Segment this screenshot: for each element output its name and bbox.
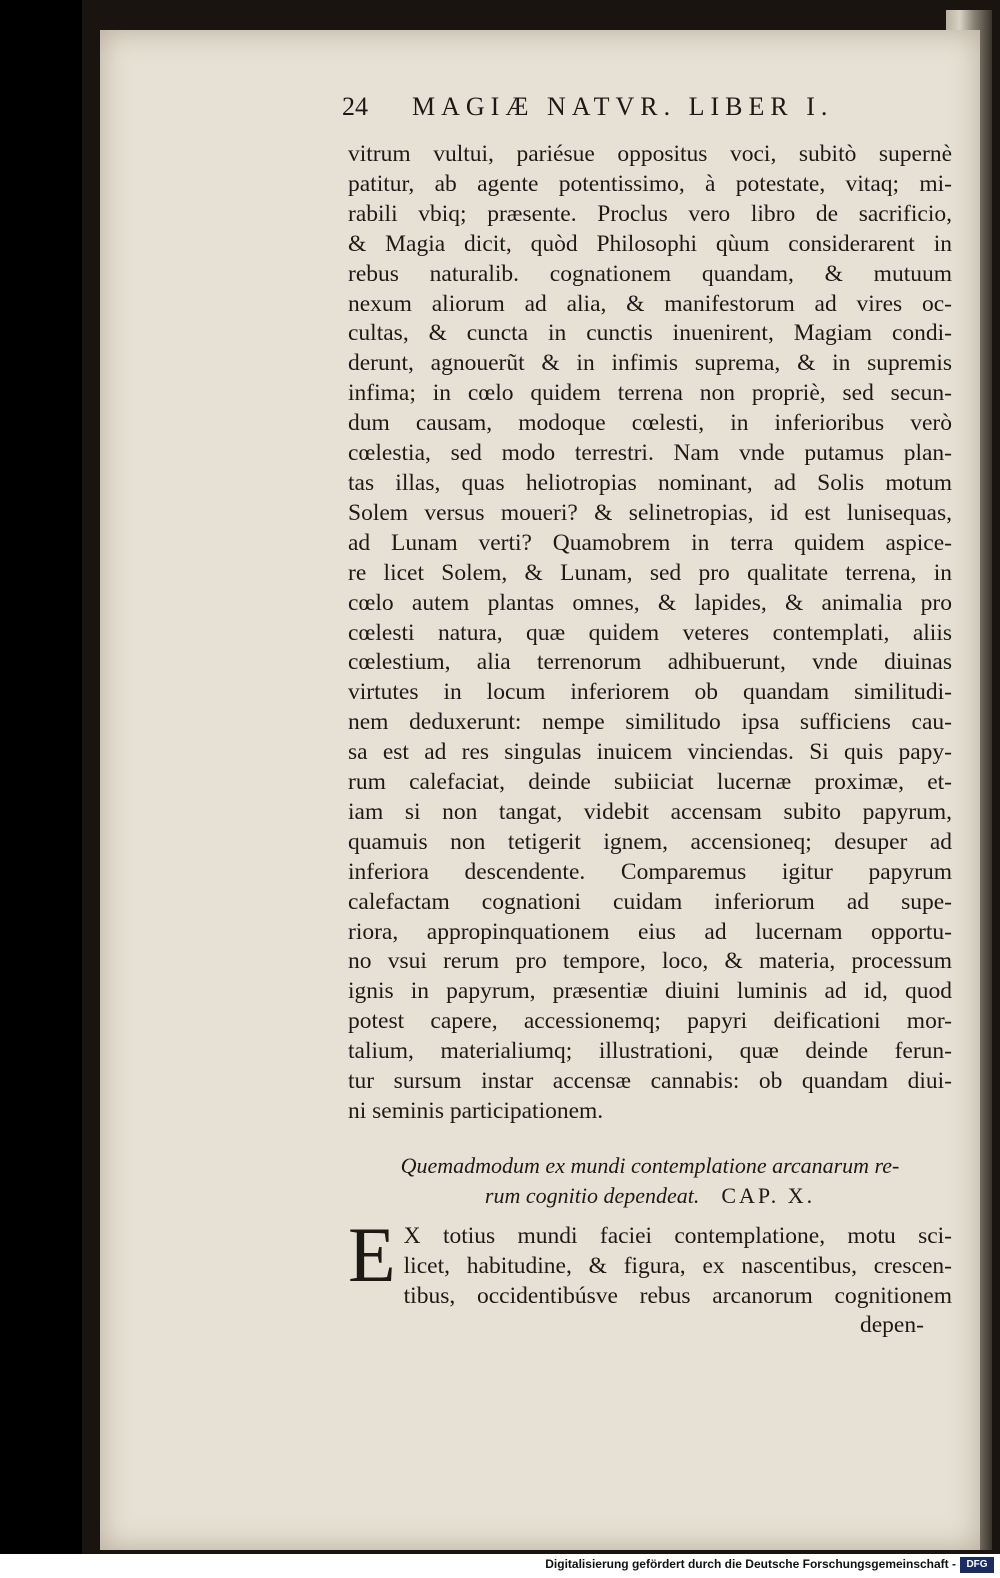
- text-line: Solem versus moueri? & selinetropias, id est lunisequas,: [348, 499, 952, 526]
- text-line: ni seminis participationem.: [348, 1098, 604, 1124]
- text-line: cœlestia, sed modo terrestri. Nam vnde putamus plan-: [348, 440, 952, 467]
- main-text-block: [348, 140, 952, 1127]
- text-line: rabili vbiq; præsente. Proclus vero libro de sacrificio,: [348, 200, 952, 227]
- text-line: derunt, agnouerũt & in infimis suprema, & in supremis: [348, 350, 952, 377]
- text-line: vitrum vultui, pariésue oppositus voci, subitò supernè: [348, 141, 952, 167]
- dfg-logo: DFG: [960, 1557, 994, 1573]
- text-line: cultas, & cuncta in cunctis inuenirent, Magiam condi-: [348, 320, 952, 347]
- chapter-heading: [348, 1151, 952, 1211]
- text-line: patitur, ab agente potentissimo, à potestate, vitaq; mi-: [348, 170, 952, 197]
- text-line: talium, materialiumq; illustrationi, quæ deinde ferun-: [348, 1038, 952, 1065]
- text-line: & Magia dicit, quòd Philosophi qùum considerarent in: [348, 230, 952, 257]
- text-line: rum calefaciat, deinde subiiciat lucernæ proximæ, et-: [348, 769, 952, 796]
- text-line: rebus naturalib. cognationem quandam, & mutuum: [348, 260, 952, 287]
- text-line: cœlesti natura, quæ quidem veteres contemplati, aliis: [348, 619, 952, 646]
- text-line: calefactam cognationi cuidam inferiorum ad supe-: [348, 888, 952, 915]
- text-line: sa est ad res singulas inuicem vinciendas. Si quis papy-: [348, 739, 952, 766]
- text-line: infima; in cœlo quidem terrena non propriè, sed secun-: [348, 380, 952, 407]
- chapter-title-line-2: rum cognitio dependeat.: [484, 1183, 700, 1208]
- text-line: re licet Solem, & Lunam, sed pro qualitate terrena, in: [348, 559, 952, 586]
- text-line: ignis in papyrum, præsentiæ diuini luminis ad id, quod: [348, 978, 952, 1005]
- text-line: iam si non tangat, videbit accensam subito papyrum,: [348, 798, 952, 825]
- chapter-line: X totius mundi faciei contemplatione, motu sci-: [403, 1223, 952, 1249]
- text-line: cœlo autem plantas omnes, & lapides, & animalia pro: [348, 589, 952, 616]
- page-number: 24: [342, 92, 368, 121]
- running-title: MAGIÆ NATVR. LIBER I.: [412, 92, 834, 121]
- text-line: virtutes in locum inferiorem ob quandam similitudi-: [348, 679, 952, 706]
- text-line: no vsui rerum pro tempore, loco, & materia, processum: [348, 948, 952, 975]
- catchword: depen-: [860, 1312, 924, 1338]
- text-line: quamuis non tetigerit ignem, accensioneq; desuper ad: [348, 828, 952, 855]
- text-line: inferiora descendente. Comparemus igitur papyrum: [348, 858, 952, 885]
- text-line: nem deduxerunt: nempe similitudo ipsa sufficiens cau-: [348, 709, 952, 736]
- text-line: tur sursum instar accensæ cannabis: ob quandam diui-: [348, 1068, 952, 1095]
- chapter-label: CAP. X.: [721, 1183, 816, 1208]
- text-line: nexum aliorum ad alia, & manifestorum ad vires oc-: [348, 290, 952, 317]
- chapter-line: licet, habitudine, & figura, ex nascentibus, crescen-: [403, 1252, 952, 1279]
- chapter-title-line-1: Quemadmodum ex mundi contemplatione arcanarum re-: [400, 1153, 900, 1178]
- text-line: tas illas, quas heliotropias nominant, ad Solis motum: [348, 469, 952, 496]
- text-line: riora, appropinquationem eius ad lucernam opportu-: [348, 918, 952, 945]
- text-line: dum causam, modoque cœlesti, in inferioribus verò: [348, 410, 952, 437]
- funding-credit: Digitalisierung gefördert durch die Deutsche Forschungsgemeinschaft -: [545, 1557, 956, 1571]
- text-line: cœlestium, alia terrenorum adhibuerunt, vnde diuinas: [348, 649, 952, 676]
- chapter-text-block: [348, 1211, 952, 1312]
- chapter-line: tibus, occidentibúsve rebus arcanorum cognitionem: [403, 1282, 952, 1309]
- text-line: potest capere, accessionemq; papyri deificationi mor-: [348, 1008, 952, 1035]
- running-head: [342, 92, 902, 122]
- drop-capital: E: [348, 1211, 396, 1298]
- text-line: ad Lunam verti? Quamobrem in terra quidem aspice-: [348, 529, 952, 556]
